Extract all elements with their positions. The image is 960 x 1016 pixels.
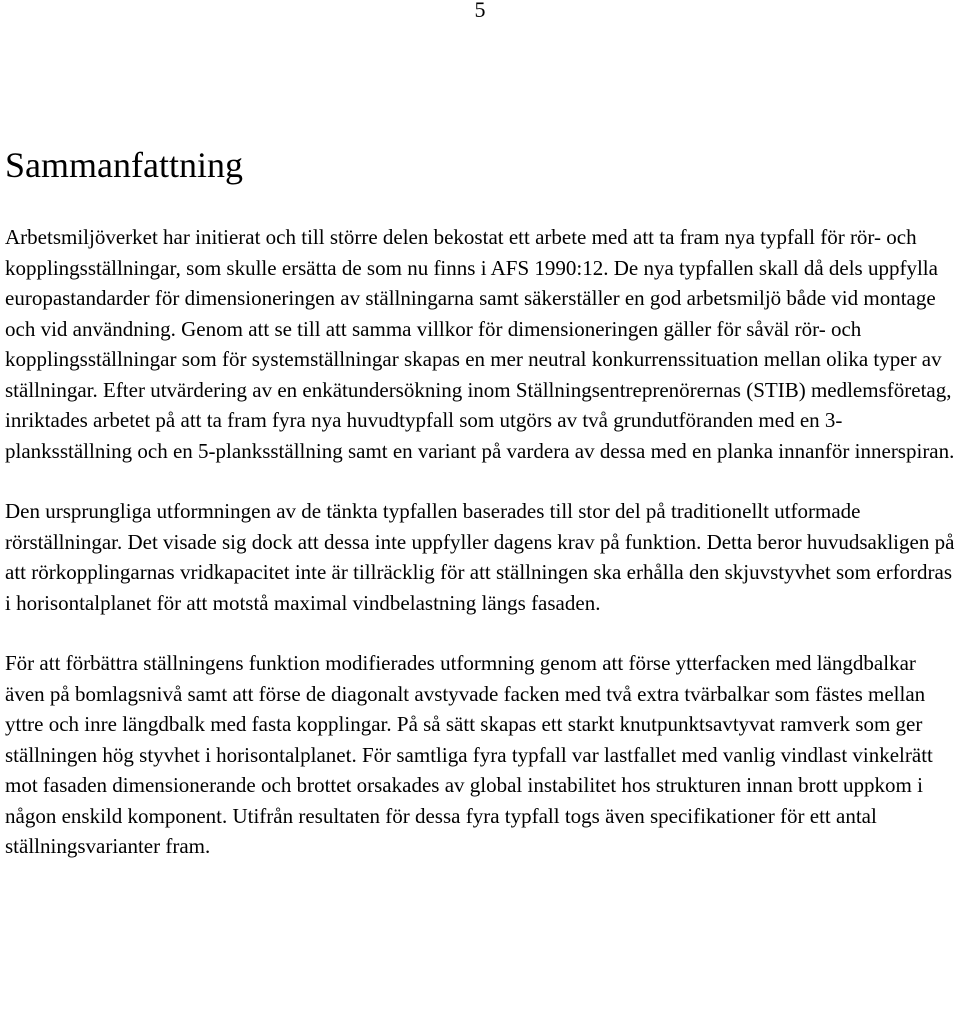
paragraph-1: Arbetsmiljöverket har initierat och till större delen bekostat ett arbete med att ta fram nya typfall för rör- och kopplingsställningar, som skulle ersätta de som nu finns i AFS 1990:12. De nya typfallen skall då dels uppfylla europastandarder för dimensioneringen av ställningarna samt säkerställer en god arbetsmiljö både vid montage och vid användning. Genom att se till att samma villkor för dimensioneringen gäller för såväl rör- och kopplingsställningar som för systemställningar skapas en mer neutral konkurrenssituation mellan olika typer av ställningar. Efter utvärdering av en enkätundersökning inom Ställningsentreprenörernas (STIB) medlemsföretag, inriktades arbetet på att ta fram fyra nya huvudtypfall som utgörs av två grundutföranden med en 3-planksställning och en 5-planksställning samt en variant på vardera av dessa med en planka innanför innerspiran.	[5, 225, 955, 463]
document-body	[5, 222, 955, 862]
paragraph-3: För att förbättra ställningens funktion modifierades utformning genom att förse ytterfacken med längdbalkar även på bomlagsnivå samt att förse de diagonalt avstyvade facken med två extra tvärbalkar som fästes mellan yttre och inre längdbalk med fasta kopplingar. På så sätt skapas ett starkt knutpunktsavtyvat ramverk som ger ställningen hög styvhet i horisontalplanet. För samtliga fyra typfall var lastfallet med vanlig vindlast vinkelrätt mot fasaden dimensionerande och brottet orsakades av global instabilitet hos strukturen innan brott uppkom i någon enskild komponent. Utifrån resultaten för dessa fyra typfall togs även specifikationer för ett antal ställningsvarianter fram.	[5, 651, 933, 858]
paragraph-2: Den ursprungliga utformningen av de tänkta typfallen baserades till stor del på traditionellt utformade rörställningar. Det visade sig dock att dessa inte uppfyller dagens krav på funktion. Detta beror huvudsakligen på att rörkopplingarnas vridkapacitet inte är tillräcklig för att ställningen ska erhålla den skjuvstyvhet som erfordras i horisontalplanet för att motstå maximal vindbelastning längs fasaden.	[5, 499, 955, 615]
page-title: Sammanfattning	[5, 145, 243, 185]
page-number: 5	[474, 0, 486, 22]
